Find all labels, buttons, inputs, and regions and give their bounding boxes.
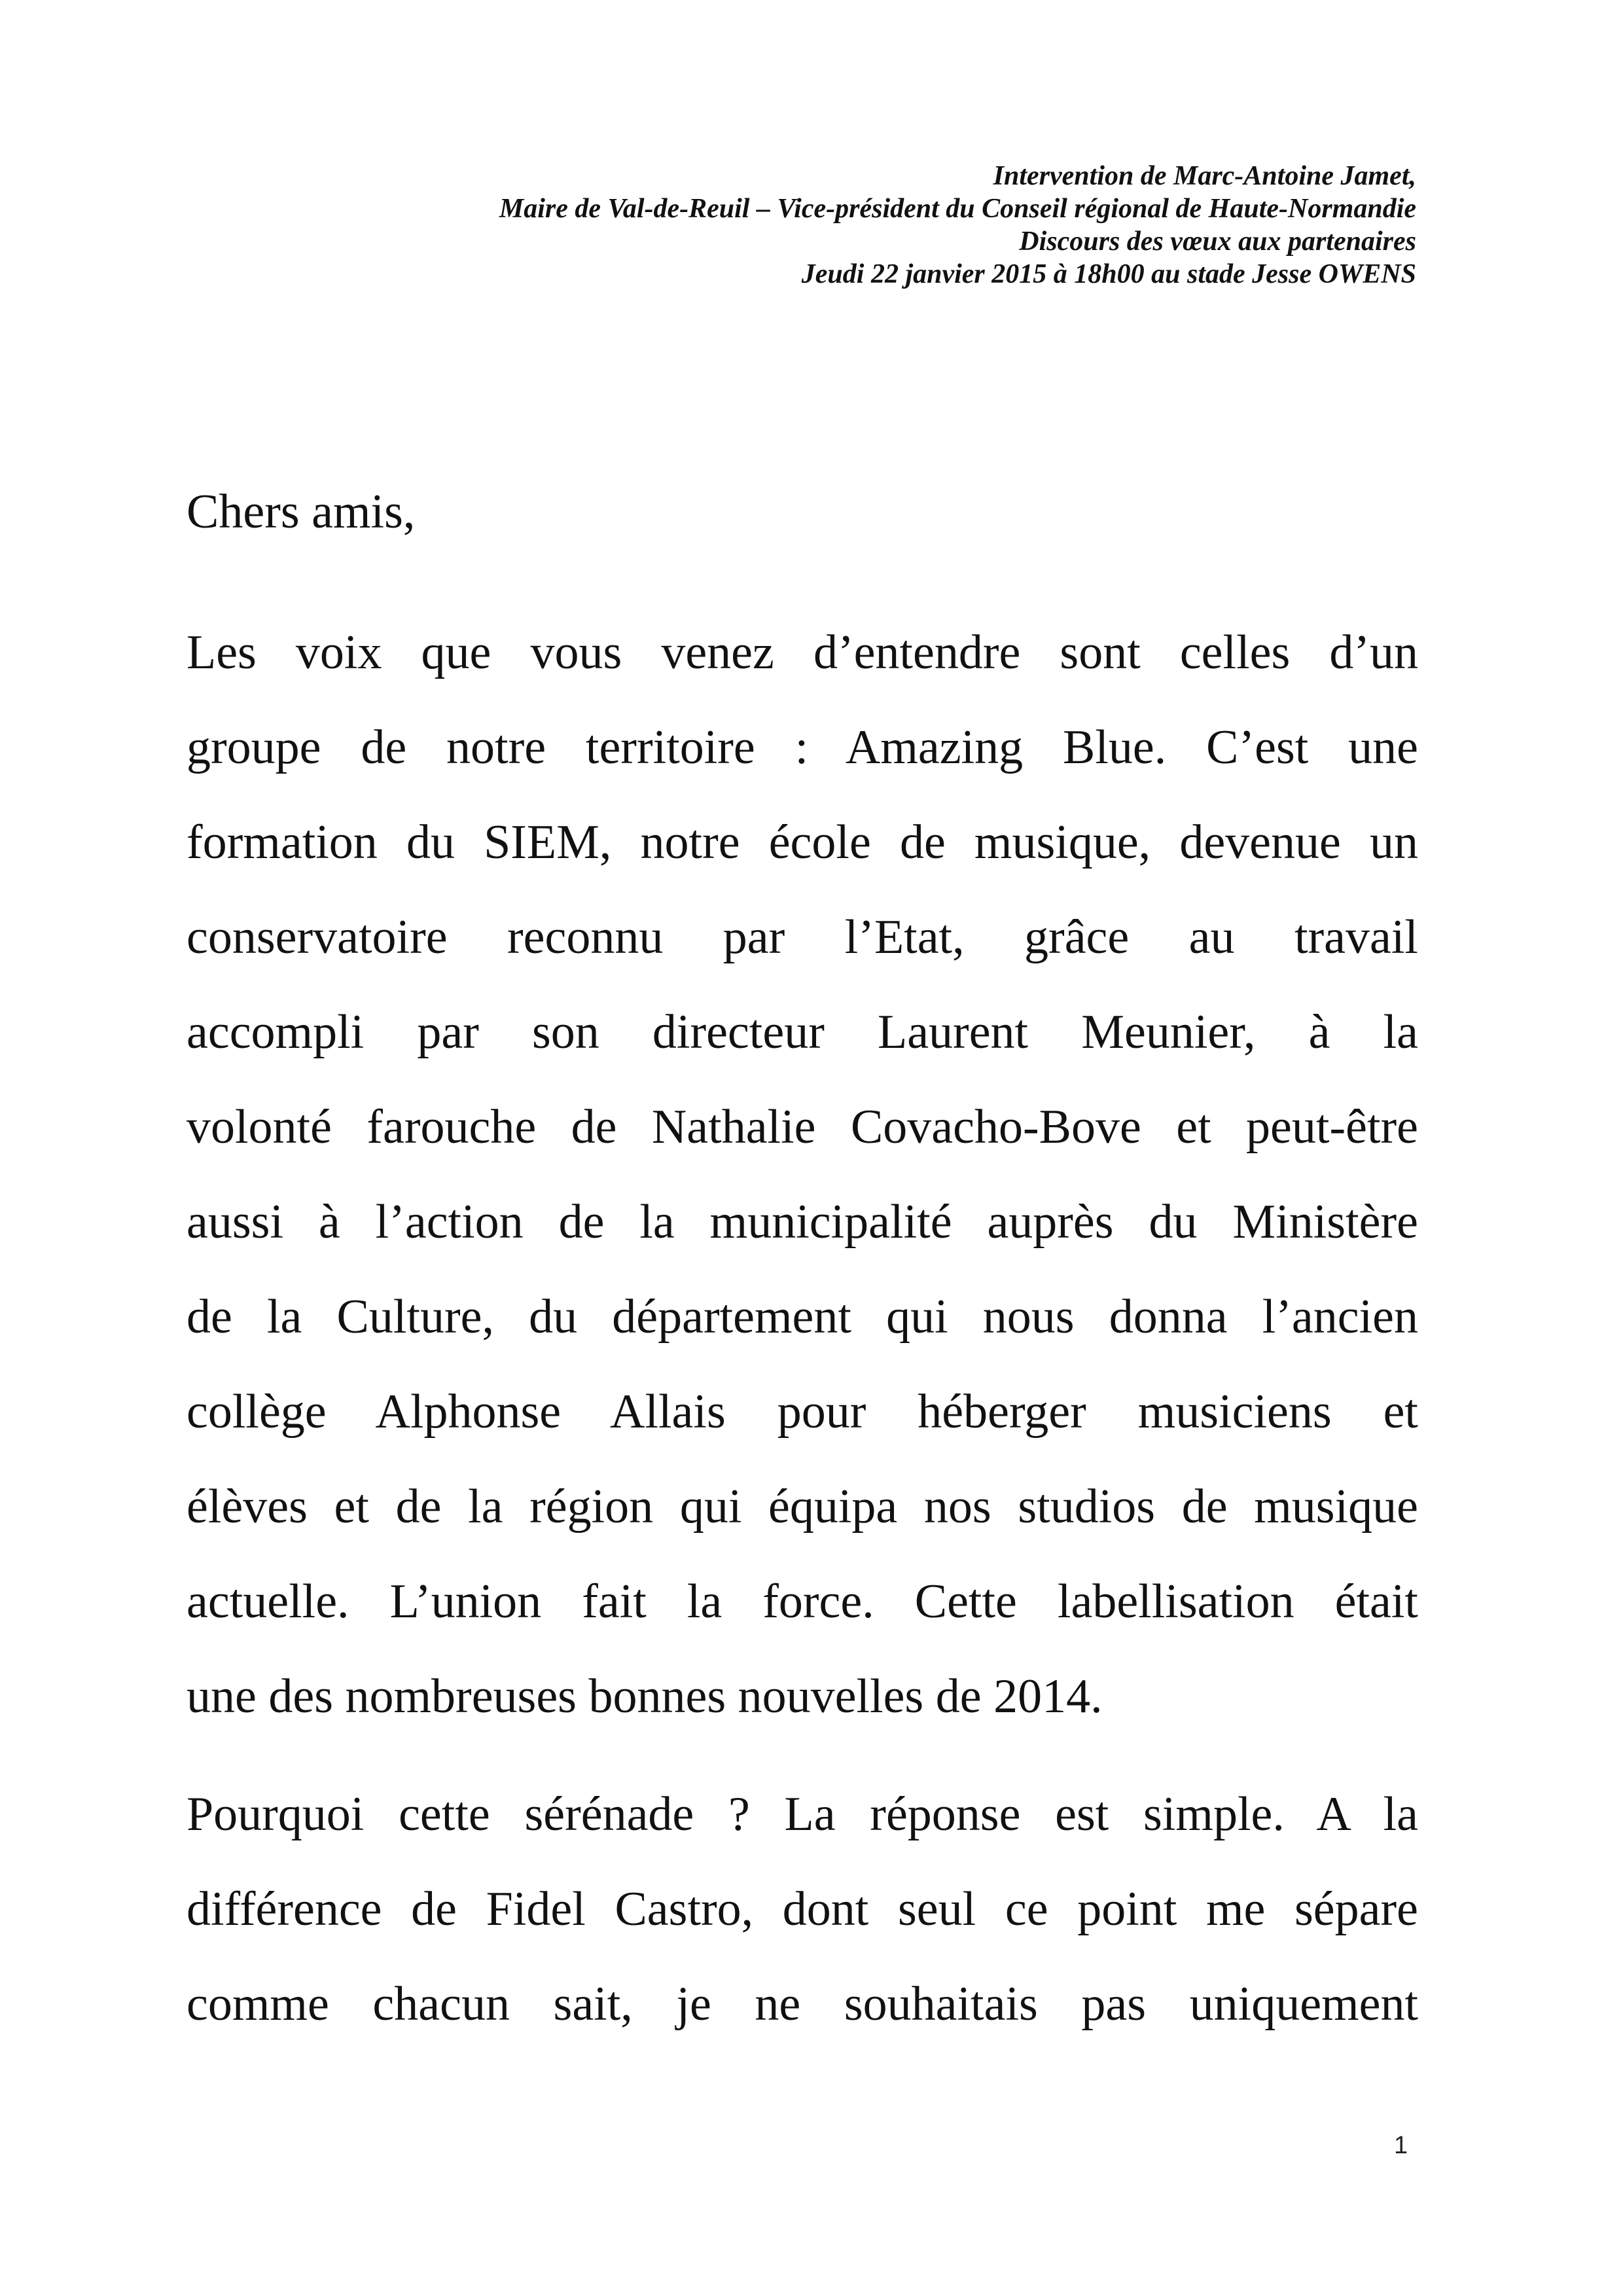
paragraph-line: collège Alphonse Allais pour héberger musiciens et — [187, 1385, 1418, 1439]
greeting: Chers amis, — [187, 485, 416, 539]
header-speaker: Intervention de Marc-Antoine Jamet, — [993, 161, 1416, 191]
paragraph-line: volonté farouche de Nathalie Covacho-Bove et peut-être — [187, 1100, 1418, 1154]
paragraph-line: groupe de notre territoire : Amazing Blue. C’est une — [187, 721, 1418, 774]
paragraph-line: conservatoire reconnu par l’Etat, grâce au travail — [187, 910, 1418, 964]
header-roles: Maire de Val-de-Reuil – Vice-président du Conseil régional de Haute-Normandie — [499, 194, 1416, 224]
paragraph-2 — [187, 1767, 1418, 2052]
paragraph-1 — [187, 605, 1418, 1744]
paragraph-line: Les voix que vous venez d’entendre sont celles d’un — [187, 626, 1418, 679]
paragraph-line: comme chacun sait, je ne souhaitais pas uniquement — [187, 1977, 1418, 2031]
paragraph-line: élèves et de la région qui équipa nos studios de musique — [187, 1480, 1418, 1534]
paragraph-line: différence de Fidel Castro, dont seul ce point me sépare — [187, 1882, 1418, 1936]
paragraph-line: actuelle. L’union fait la force. Cette labellisation était — [187, 1575, 1418, 1628]
paragraph-line: formation du SIEM, notre école de musique, devenue un — [187, 816, 1418, 869]
paragraph-line: de la Culture, du département qui nous donna l’ancien — [187, 1290, 1418, 1344]
speech-header — [173, 160, 1416, 291]
paragraph-line: aussi à l’action de la municipalité auprès du Ministère — [187, 1195, 1418, 1249]
paragraph-line: une des nombreuses bonnes nouvelles de 2014. — [187, 1670, 1103, 1723]
paragraph-line: Pourquoi cette sérénade ? La réponse est simple. A la — [187, 1787, 1418, 1841]
header-date-venue: Jeudi 22 janvier 2015 à 18h00 au stade Jesse OWENS — [801, 259, 1416, 289]
header-occasion: Discours des vœux aux partenaires — [1019, 226, 1416, 257]
paragraph-line: accompli par son directeur Laurent Meunier, à la — [187, 1005, 1418, 1059]
page-number: 1 — [1394, 2132, 1408, 2159]
